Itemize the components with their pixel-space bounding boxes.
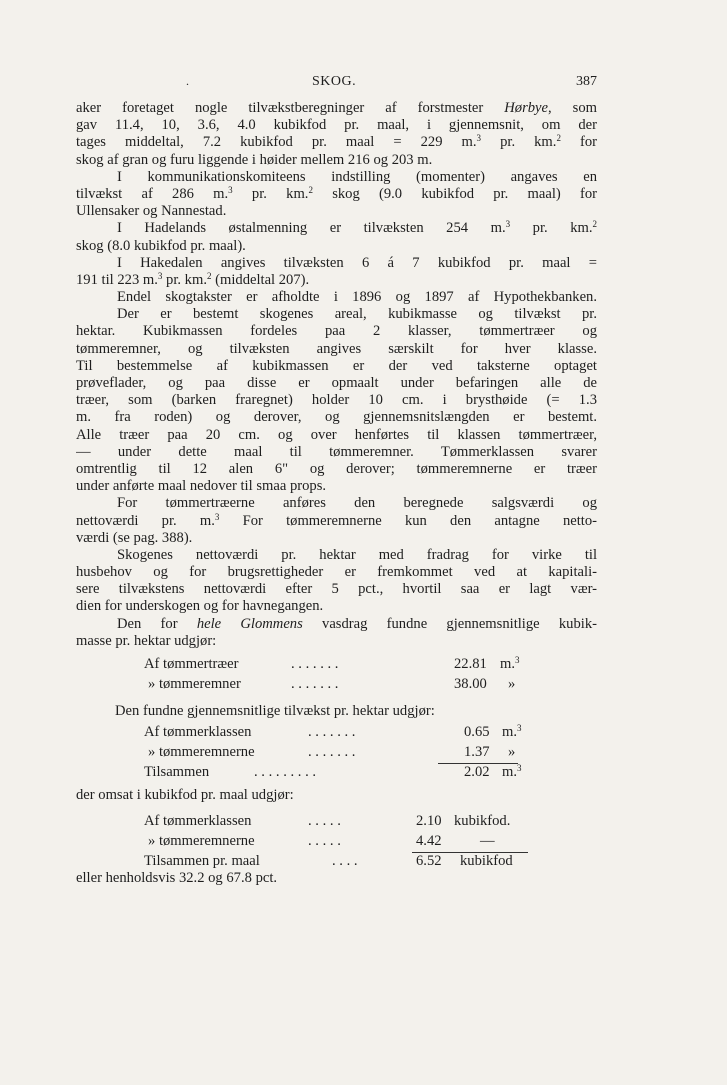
row-value: 2.10: [416, 813, 442, 830]
row-unit: m.$^3$: [502, 762, 522, 780]
text-line: tages middeltal, 7.2 kubikfod pr. maal = 229 m.$^3$ pr. km.$^2$ for: [76, 134, 597, 151]
row-value: 6.52: [416, 852, 442, 869]
text-line: husbehov og for brugsrettigheder er fremkommet ved at kapitali-: [76, 564, 597, 581]
text-line: Den fundne gjennemsnitlige tilvækst pr. hektar udgjør:: [115, 703, 435, 720]
text-line: Alle træer paa 20 cm. og over henførtes til klassen tømmertræer,: [76, 426, 597, 443]
row-value: 1.37: [464, 743, 490, 760]
row-value: 2.02: [464, 763, 490, 780]
table-row: [76, 764, 597, 784]
text-line: I kommunikationskomiteens indstilling (momenter) angaves en: [117, 168, 597, 185]
row-label: Af tømmertræer: [144, 656, 239, 672]
header-mark: .: [186, 74, 189, 88]
running-header: [76, 74, 597, 94]
table-row: [76, 853, 597, 873]
text-line: aker foretaget nogle tilvækstberegninger af forstmester Hørbye, som: [76, 100, 597, 116]
text-line: 191 til 223 m.$^3$ pr. km.$^2$ (middeltal 207).: [76, 271, 310, 288]
row-dots: . . . . .: [308, 813, 341, 830]
row-label: Af tømmerklassen: [144, 724, 252, 741]
row-label: Tilsammen pr. maal: [144, 852, 260, 869]
row-dots: . . . . . . .: [291, 675, 339, 692]
row-unit: »: [508, 675, 516, 692]
row-unit: kubikfod: [460, 852, 513, 869]
row-dots: . . . . . . .: [291, 656, 339, 672]
text-line: skog (8.0 kubikfod pr. maal).: [76, 237, 246, 254]
row-unit: m.$^3$: [500, 655, 520, 672]
text-line: gav 11.4, 10, 3.6, 4.0 kubikfod pr. maal, i gjennemsnit, om der: [76, 117, 597, 134]
row-label: Tilsammen: [144, 763, 210, 780]
text-line: Ullensaker og Nannestad.: [76, 203, 227, 220]
table-row: [76, 744, 597, 764]
row-dots: . . . .: [332, 852, 358, 869]
row-label: » tømmeremner: [148, 675, 241, 692]
text-line: sere tilvækstens nettoværdi efter 5 pct., hvortil saa er lagt vær-: [76, 581, 597, 598]
text-line: Den for hele Glommens vasdrag fundne gjennemsnitlige kubik-: [117, 615, 597, 632]
table-row: [76, 676, 597, 696]
page-number: 387: [576, 74, 597, 89]
text-line: værdi (se pag. 388).: [76, 529, 193, 546]
text-line: Endel skogtakster er afholdte i 1896 og 1897 af Hypothekbanken.: [117, 289, 597, 306]
text-line: nettoværdi pr. m.$^3$ For tømmeremnerne kun den antagne netto-: [76, 512, 597, 529]
table-row: [76, 724, 597, 744]
row-value: 0.65: [464, 724, 490, 741]
text-line: For tømmertræerne anføres den beregnede salgsværdi og: [117, 495, 597, 512]
row-value: 4.42: [416, 832, 442, 849]
chapter-title: SKOG.: [312, 74, 357, 89]
table-row: [76, 813, 597, 833]
row-value: 38.00: [454, 675, 487, 692]
row-unit: kubikfod.: [454, 813, 511, 830]
text-line: eller henholdsvis 32.2 og 67.8 pct.: [76, 870, 278, 887]
text-line: m. fra roden) og derover, og gjennemsnitslængden er bestemt.: [76, 409, 597, 426]
row-dots: . . . . . . .: [308, 743, 356, 760]
text-line: træer, som (barken fraregnet) holder 10 cm. i brysthøide (= 1.3: [76, 392, 597, 409]
text-line: prøveflader, og paa disse er opmaalt under befaringen alle de: [76, 375, 597, 391]
text-line: tilvækst af 286 m.$^3$ pr. km.$^2$ skog (9.0 kubikfod pr. maal) for: [76, 185, 597, 202]
row-unit: m.$^3$: [502, 723, 522, 741]
text-line: I Hadelands østalmenning er tilvæksten 254 m.$^3$ pr. km.$^2$: [117, 220, 597, 237]
page-body: [76, 100, 597, 887]
row-unit: »: [508, 743, 516, 760]
text-line: dien for underskogen og for havnegangen.: [76, 598, 324, 615]
row-dots: . . . . . . . . .: [254, 763, 317, 780]
table-row: [76, 833, 597, 853]
text-line: Til bestemmelse af kubikmassen er der ved taksterne optaget: [76, 357, 597, 374]
text-line: hektar. Kubikmassen fordeles paa 2 klasser, tømmertræer og: [76, 323, 597, 340]
text-line: — under dette maal til tømmeremner. Tømmerklassen svarer: [76, 443, 597, 460]
text-line: I Hakedalen angives tilvæksten 6 á 7 kubikfod pr. maal =: [117, 254, 597, 271]
row-label: » tømmeremnerne: [148, 743, 255, 760]
text-line: Skogenes nettoværdi pr. hektar med fradrag for virke til: [117, 546, 597, 563]
row-dots: . . . . . . .: [308, 724, 356, 741]
row-unit: —: [480, 832, 495, 849]
row-value: 22.81: [454, 656, 487, 672]
text-line: tømmeremner, og tilvæksten angives særskilt for hver klasse.: [76, 340, 597, 357]
text-line: omtrentlig til 12 alen 6" og derover; tømmeremnerne er træer: [76, 460, 597, 477]
text-line: skog af gran og furu liggende i høider mellem 216 og 203 m.: [76, 151, 433, 168]
row-label: » tømmeremnerne: [148, 832, 255, 849]
text-line: der omsat i kubikfod pr. maal udgjør:: [76, 787, 294, 804]
row-label: Af tømmerklassen: [144, 813, 252, 830]
row-dots: . . . . .: [308, 832, 341, 849]
table-row: [76, 656, 597, 676]
text-line: masse pr. hektar udgjør:: [76, 632, 217, 649]
text-line: under anførte maal nedover til smaa props.: [76, 478, 327, 495]
text-line: Der er bestemt skogenes areal, kubikmasse og tilvækst pr.: [117, 306, 597, 323]
